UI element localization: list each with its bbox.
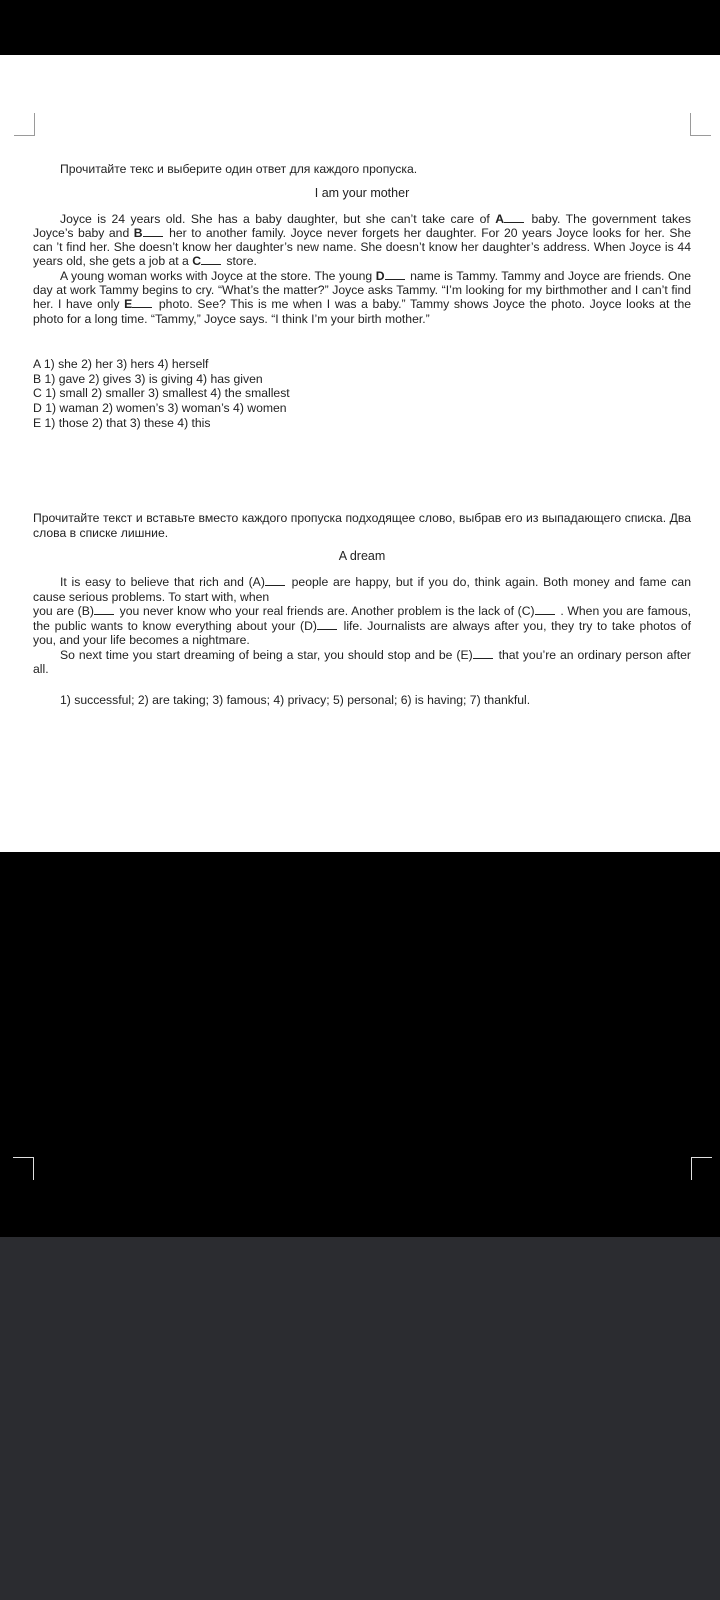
- gap-label-a: A: [495, 211, 505, 226]
- gap-blank: [201, 254, 221, 265]
- text-run: A young woman works with Joyce at the store. The young: [60, 268, 376, 283]
- gap-blank: [385, 269, 405, 280]
- text-run: So next time you start dreaming of being a star, you should stop and be (E): [60, 647, 473, 662]
- option-line-b: B 1) gave 2) gives 3) is giving 4) has given: [33, 371, 263, 386]
- gap-blank: [94, 604, 114, 615]
- task1-title: I am your mother: [314, 185, 410, 200]
- option-line-e: E 1) those 2) that 3) these 4) this: [33, 416, 211, 431]
- text-run: you are (B): [33, 604, 94, 618]
- gap-label-e: E: [124, 297, 133, 312]
- text-run: photo. See? This is me when I was a baby.” Tammy shows Joyce the photo. Joyce looks at the photo for a long time. “Tammy,” Joyce says. “I think I’m your birth mother.”: [33, 297, 692, 326]
- gap-label-d: D: [375, 268, 385, 283]
- crop-mark-bottom-left: [13, 1157, 34, 1180]
- lower-black-area: [0, 852, 720, 1237]
- text-run: her to another family. Joyce never forgets her daughter. For 20 years Joyce looks for her. She can ’t find her. She doesn’t know her daughter’s new name. She doesn’t know her daughter’s address. When Joyce is 44 years old, she gets a job at a: [33, 225, 692, 269]
- text-run: name is Tammy. Tammy and Joyce are friends. One day at work Tammy begins to cry. “What’s the matter?” Joyce asks Tammy. “I’m looking for my birthmother and I can’t find her. I have only: [33, 268, 691, 312]
- task1-paragraph-2: [33, 269, 691, 326]
- text-run: baby. The government takes Joyce’s baby and: [33, 211, 691, 240]
- task1-paragraph-1: [33, 212, 691, 269]
- text-run: Joyce is 24 years old. She has a baby daughter, but she can’t take care of: [60, 211, 496, 226]
- task1-block: [33, 162, 691, 431]
- bottom-panel: [0, 1237, 720, 1600]
- option-line-d: D 1) waman 2) women’s 3) woman’s 4) women: [33, 401, 287, 416]
- task2-instruction: Прочитайте текст и вставьте вместо каждого пропуска подходящее слово, выбрав его из выпадающего списка. Два слова в списке лишние.: [33, 511, 691, 540]
- gap-label-c: C: [192, 254, 202, 269]
- task1-instruction: Прочитайте текс и выберите один ответ для каждого пропуска.: [60, 162, 418, 176]
- task2-paragraph-2: [33, 604, 691, 648]
- task2-block: [33, 511, 691, 708]
- option-line-a: A 1) she 2) her 3) hers 4) herself: [33, 356, 209, 371]
- task2-word-list: 1) successful; 2) are taking; 3) famous; 4) privacy; 5) personal; 6) is having; 7) thankful.: [60, 692, 531, 707]
- task2-paragraph-1: [33, 575, 691, 604]
- task1-options: [33, 357, 691, 431]
- gap-blank: [265, 575, 285, 586]
- gap-label-b: B: [133, 225, 143, 240]
- text-run: life. Journalists are always after you, they try to take photos of you, and your life becomes a nightmare.: [33, 618, 691, 647]
- gap-blank: [132, 297, 152, 308]
- option-line-c: C 1) small 2) smaller 3) smallest 4) the smallest: [33, 386, 290, 401]
- gap-blank: [143, 226, 163, 237]
- text-run: that you’re an ordinary person after all.: [33, 647, 691, 676]
- task2-paragraph-3: [33, 648, 691, 677]
- text-run: It is easy to believe that rich and (A): [60, 575, 265, 589]
- gap-blank: [535, 604, 555, 615]
- top-black-bar: [0, 0, 720, 55]
- gap-blank: [317, 619, 337, 630]
- gap-blank: [504, 212, 524, 223]
- gap-blank: [473, 648, 493, 659]
- text-run: you never know who your real friends are. Another problem is the lack of (C): [115, 604, 535, 618]
- text-run: . When you are famous, the public wants to know everything about your (D): [33, 604, 691, 633]
- crop-mark-top-left: [14, 113, 35, 136]
- crop-mark-bottom-right: [691, 1157, 712, 1180]
- crop-mark-top-right: [690, 113, 711, 136]
- task2-title: A dream: [338, 549, 386, 563]
- text-run: store.: [223, 254, 257, 269]
- text-run: people are happy, but if you do, think again. Both money and fame can cause serious problems. To start with, when: [33, 575, 691, 604]
